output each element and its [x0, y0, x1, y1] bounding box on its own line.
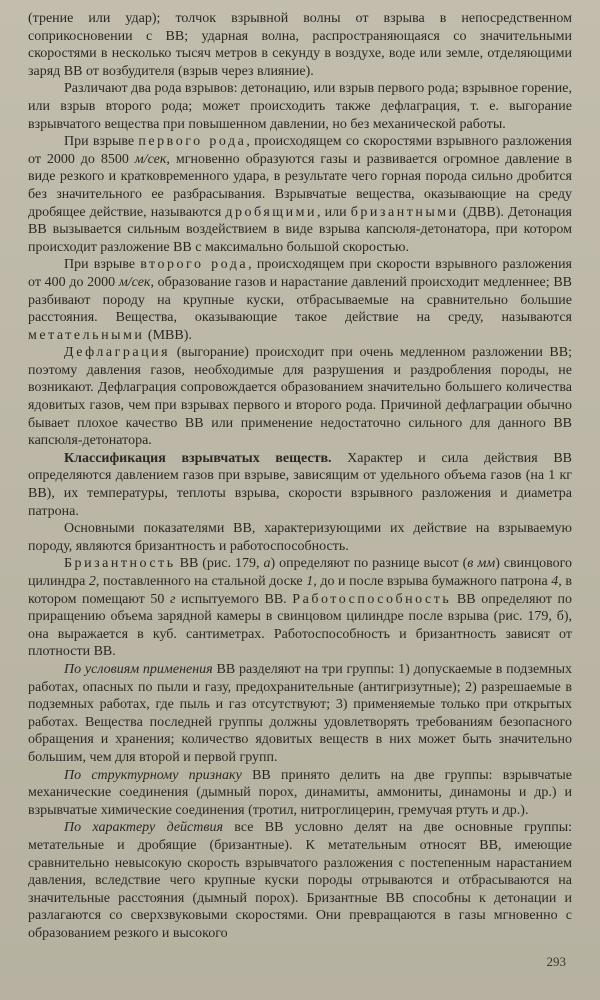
paragraph-11: По характеру действия все ВВ условно делят на две основные группы: метательные и дробящие (бризантные). К метательным относят ВВ, имеющие сравнительно невысокую скорость взрывчатого разложения с постепенным нарастанием давления, вследствие чего крупные куски породы отрываются и отбрасываются на значительные расстояния (дымный порох). Бризантные ВВ способны к детонации и разлагаются со сверхзвуковыми скоростями. Они превращаются в газы мгновенно с образованием резкого и высокого: [28, 820, 572, 941]
figure-label-1: 1: [306, 574, 314, 589]
unit-m-per-sec: м/сек: [134, 151, 167, 167]
term-work-capacity: Работоспособность: [292, 591, 452, 607]
page-number: 293: [546, 954, 566, 969]
term-propellant: метательными: [28, 327, 145, 343]
body-text: [28, 10, 572, 942]
paragraph-2-text: Различают два рода взрывов: детонацию, или взрыв первого рода; взрывное горение, или взрыв второго рода; может происходить также дефлаграция, т. е. выгорание взрывчатого вещества при повышенном давлении, но без механической работы.: [28, 81, 572, 132]
unit-gram: г: [169, 591, 176, 607]
figure-label-4: 4: [551, 574, 559, 589]
term-first-kind: первого рода: [138, 134, 247, 150]
figure-ref-a: а: [263, 556, 271, 572]
paragraph-5: Дефлаграция (выгорание) происходит при очень медленном разложении ВВ; поэтому давления газов, необходимые для разрушения и раздробления породы, не возникают. Дефлаграция сопровождается образованием значительно большего количества ядовитых газов, чем при взрывах первого и второго рода. Причиной дефлаграции обычно бывает плохое качество ВВ или применение недостаточно сильного для данного ВВ капсюля-детонатора.: [28, 345, 572, 449]
paragraph-9: По условиям применения ВВ разделяют на три группы: 1) допускаемые в подземных работах, опасных по пыли и газу, предохранительные (антигризутные); 2) разрешаемые в подземных работах, где пыль и газ отсутствуют; 3) применяемые только при открытых работах. Вещества последней группы должны удовлетворять требованиям безопасного обращения и хранения; количество ядовитых веществ в них может быть значительно большим, чем для второй и первой групп.: [28, 661, 572, 765]
subheading-by-action: По характеру действия: [64, 820, 223, 836]
term-deflagration: Дефлаграция: [64, 345, 171, 361]
subheading-by-structure: По структурному признаку: [64, 767, 242, 783]
term-brisance: Бризантность: [64, 556, 176, 572]
figure-label-2: 2: [88, 574, 96, 589]
term-second-kind: второго рода: [140, 257, 249, 273]
section-heading-classification: Классификация взрывчатых веществ.: [64, 450, 332, 466]
paragraph-8: Бризантность ВВ (рис. 179, а) определяют по разнице высот (в мм) свинцового цилиндра 2, поставленного на стальной доске 1, до и после взрыва бумажного патрона 4, в котором помещают 50 г испытуемого ВВ. Работоспособность ВВ определяют по приращению объема зарядной камеры в свинцовом цилиндре после взрыва (рис. 179, б), она выражается в куб. сантиметрах. Работоспособность и бризантность зависят от плотности ВВ.: [28, 556, 572, 660]
paragraph-1-text: (трение или удар); толчок взрывной волны от взрыва в непосредственном соприкосновении с ВВ; ударная волна, распространяющаяся со значительными скоростями в несколько тысяч метров в секунду в воздухе, воде или земле, отделяющими заряд ВВ от возбудителя (взрыв через влияние).: [28, 11, 572, 79]
paragraph-1: [28, 10, 572, 80]
term-crushing: дробящими: [225, 204, 318, 220]
subheading-by-application: По условиям применения: [64, 661, 213, 677]
paragraph-6: Классификация взрывчатых веществ. Характер и сила действия ВВ определяются давлением газов при взрыве, зависящим от удельного объема газов (на 1 кг ВВ), их температуры, теплоты взрыва, скорости взрывного разложения и диаметра патрона.: [28, 450, 573, 519]
unit-mm: в мм: [467, 556, 496, 572]
paragraph-4: При взрыве второго рода, происходящем при скорости взрывного разложения от 400 до 2000 м/сек, образование газов и нарастание давлений происходит медленнее; ВВ разбивают породу на крупные куски, отбрасываемые на сравнительно большие расстояния. Вещества, оказывающие такое действие на среду, называются метательными (МВВ).: [28, 257, 572, 343]
term-brisant: бризантными: [350, 204, 459, 220]
paragraph-10: По структурному признаку ВВ принято делить на две группы: взрывчатые механические соединения (дымный порох, динамиты, аммониты, динамоны и др.) и взрывчатые химические соединения (тротил, нитроглицерин, гремучая ртуть и др.).: [28, 767, 572, 818]
paragraph-7: Основными показателями ВВ, характеризующими их действие на взрываемую породу, являются бризантность и работоспособность.: [28, 521, 572, 554]
paragraph-3: При взрыве первого рода, происходящем со скоростями взрывного разложения от 2000 до 8500 м/сек, мгновенно образуются газы и развивается огромное давление в виде резкого и кратковременного удара, в результате чего горная порода сильно дробится без значительного ее разбрасывания. Взрывчатые вещества, оказывающие на среду дробящее действие, называются дробящими, или бризантными (ДВВ). Детонация ВВ вызывается сильным воздействием в виде взрыва капсюля-детонатора, при котором происходит разложение ВВ с максимально большой скоростью.: [28, 134, 573, 255]
paragraph-2: [28, 80, 572, 133]
unit-m-per-sec: м/сек: [118, 274, 151, 290]
